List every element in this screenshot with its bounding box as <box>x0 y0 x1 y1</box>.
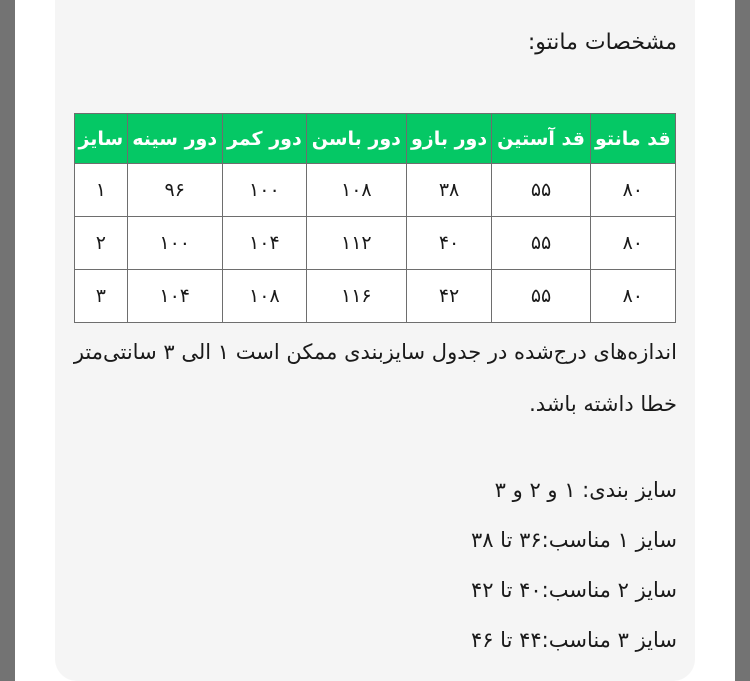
size-1-fit-line: سایز ۱ مناسب:۳۶ تا ۳۸ <box>470 528 677 552</box>
table-cell: ۵۵ <box>492 164 590 217</box>
table-header-row <box>75 114 676 164</box>
header-hip-circumference: دور باسن <box>307 114 407 164</box>
section-title: مشخصات مانتو: <box>527 30 677 55</box>
table-cell: ۵۵ <box>492 270 590 323</box>
size-table <box>74 113 676 323</box>
table-cell: ۱۱۲ <box>307 217 407 270</box>
table-cell: ۳ <box>75 270 128 323</box>
header-coat-length: قد مانتو <box>590 114 675 164</box>
header-arm-circumference: دور بازو <box>406 114 492 164</box>
header-size: سایز <box>75 114 128 164</box>
table-cell: ۴۲ <box>406 270 492 323</box>
table-cell: ۱۰۰ <box>222 164 306 217</box>
size-2-fit-line: سایز ۲ مناسب:۴۰ تا ۴۲ <box>470 578 677 602</box>
table-row <box>75 164 676 217</box>
measurement-tolerance-note: اندازه‌های درج‌شده در جدول سایزبندی ممکن است ۱ الی ۳ سانتی‌متر خطا داشته باشد. <box>73 340 677 416</box>
size-range-line: سایز بندی: ۱ و ۲ و ۳ <box>494 478 677 502</box>
table-cell: ۱۰۰ <box>127 217 222 270</box>
table-cell: ۴۰ <box>406 217 492 270</box>
table-cell: ۱ <box>75 164 128 217</box>
table-cell: ۱۰۸ <box>222 270 306 323</box>
table-cell: ۸۰ <box>590 164 675 217</box>
table-cell: ۱۱۶ <box>307 270 407 323</box>
header-chest-circumference: دور سینه <box>127 114 222 164</box>
product-spec-card <box>55 0 695 681</box>
table-cell: ۸۰ <box>590 217 675 270</box>
table-cell: ۵۵ <box>492 217 590 270</box>
table-cell: ۸۰ <box>590 270 675 323</box>
right-frame-edge <box>735 0 750 681</box>
table-cell: ۱۰۴ <box>127 270 222 323</box>
size-info-list <box>471 465 677 665</box>
table-cell: ۱۰۸ <box>307 164 407 217</box>
table-cell: ۳۸ <box>406 164 492 217</box>
table-cell: ۱۰۴ <box>222 217 306 270</box>
size-3-fit-line: سایز ۳ مناسب:۴۴ تا ۴۶ <box>470 628 677 652</box>
left-frame-edge <box>0 0 15 681</box>
table-cell: ۲ <box>75 217 128 270</box>
table-row <box>75 270 676 323</box>
header-sleeve-length: قد آستین <box>492 114 590 164</box>
table-cell: ۹۶ <box>127 164 222 217</box>
table-row <box>75 217 676 270</box>
header-waist-circumference: دور کمر <box>222 114 306 164</box>
